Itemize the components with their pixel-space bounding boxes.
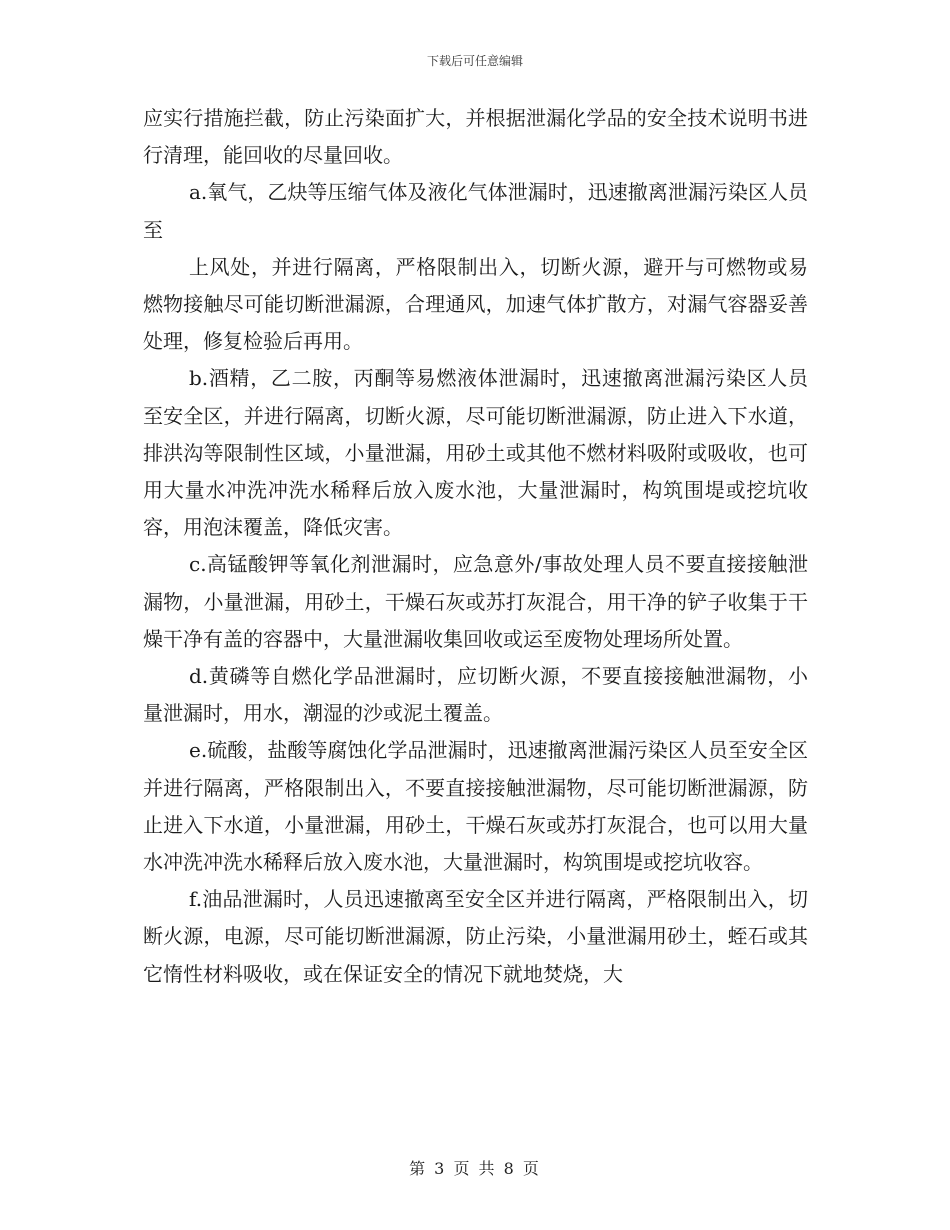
- paragraph-item-e: e.硫酸，盐酸等腐蚀化学品泄漏时，迅速撤离泄漏污染区人员至安全区并进行隔离，严格限制出入，不要直接接触泄漏物，尽可能切断泄漏源，防止进入下水道，小量泄漏，用砂土，干燥石灰或苏打灰混合，也可以用大量水冲洗冲洗水稀释后放入废水池，大量泄漏时，构筑围堤或挖坑收容。: [143, 738, 808, 875]
- body-text: [143, 100, 808, 993]
- paragraph-item-a: a.氧气，乙炔等压缩气体及液化气体泄漏时，迅速撤离泄漏污染区人员至: [143, 180, 808, 242]
- paragraph-item-d: d.黄磷等自燃化学品泄漏时，应切断火源，不要直接接触泄漏物，小量泄漏时，用水，潮湿的沙或泥土覆盖。: [143, 664, 808, 726]
- paragraph-item-b: b.酒精，乙二胺，丙酮等易燃液体泄漏时，迅速撤离泄漏污染区人员至安全区，并进行隔离，切断火源，尽可能切断泄漏源，防止进入下水道，排洪沟等限制性区域，小量泄漏，用砂土或其他不燃材料吸附或吸收，也可用大量水冲洗冲洗水稀释后放入废水池，大量泄漏时，构筑围堤或挖坑收容，用泡沫覆盖，降低灾害。: [143, 366, 808, 540]
- page-header: 下载后可任意编辑: [426, 54, 523, 68]
- paragraph-continuation: 应实行措施拦截，防止污染面扩大，并根据泄漏化学品的安全技术说明书进行清理，能回收的尽量回收。: [143, 106, 808, 168]
- page-footer: 第 3 页 共 8 页: [409, 1159, 541, 1178]
- paragraph-item-c: c.高锰酸钾等氧化剂泄漏时，应急意外/事故处理人员不要直接接触泄漏物，小量泄漏，用砂土，干燥石灰或苏打灰混合，用干净的铲子收集于干燥干净有盖的容器中，大量泄漏收集回收或运至废物处理场所处置。: [143, 552, 808, 651]
- paragraph-item-a-continued: 上风处，并进行隔离，严格限制出入，切断火源，避开与可燃物或易燃物接触尽可能切断泄漏源，合理通风，加速气体扩散方，对漏气容器妥善处理，修复检验后再用。: [143, 254, 808, 354]
- paragraph-item-f: f.油品泄漏时，人员迅速撤离至安全区并进行隔离，严格限制出入，切断火源，电源，尽可能切断泄漏源，防止污染，小量泄漏用砂土，蛭石或其它惰性材料吸收，或在保证安全的情况下就地焚烧，大: [143, 887, 808, 986]
